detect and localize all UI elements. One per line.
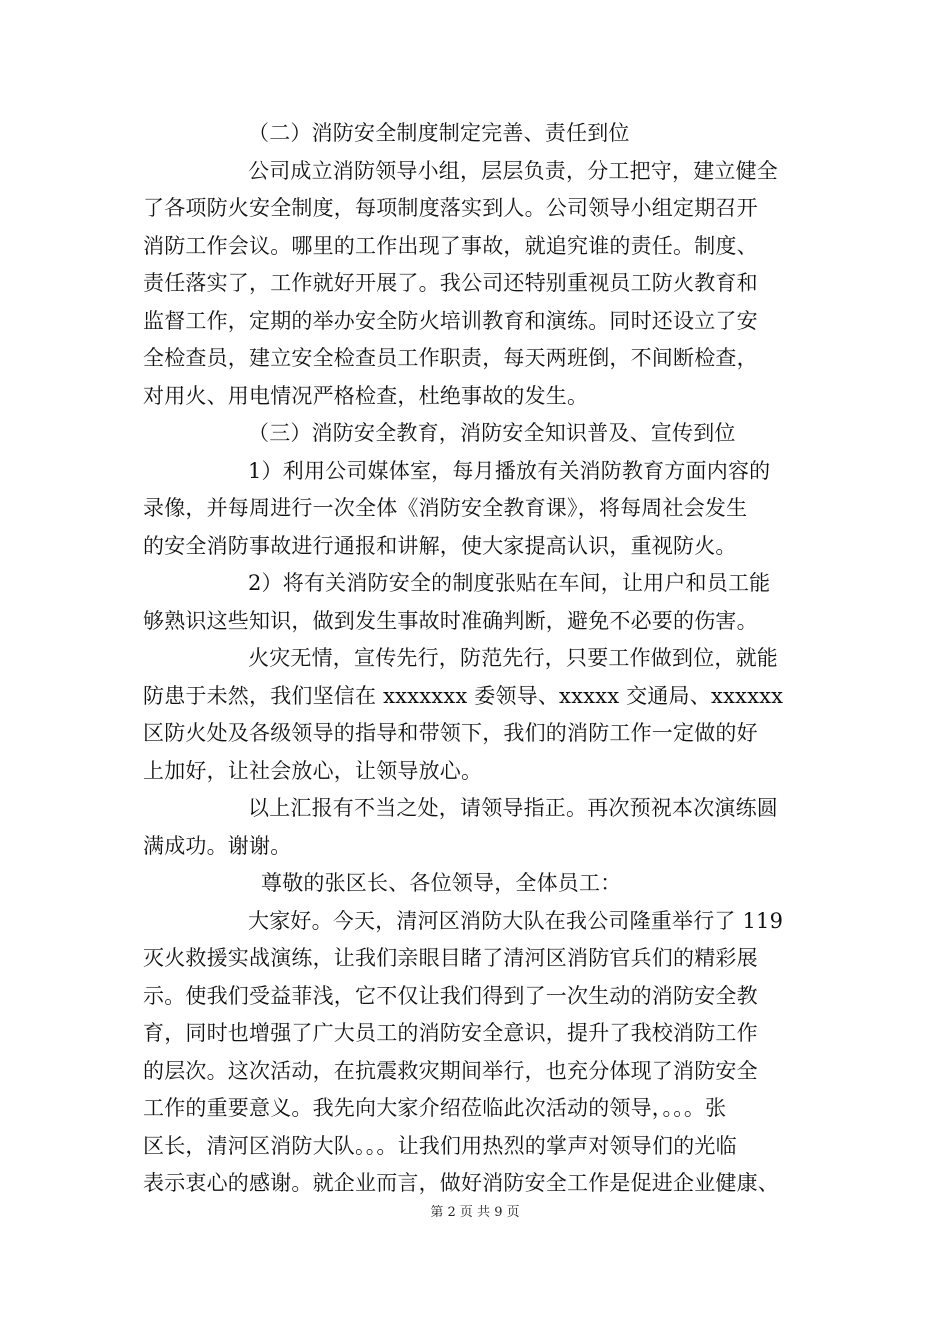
paragraph-line: 监督工作，定期的举办安全防火培训教育和演练。同时还设立了安 xyxy=(143,308,758,333)
paragraph-line: 全检查员，建立安全检查员工作职责，每天两班倒，不间断检查， xyxy=(143,346,758,370)
section-heading: （三）消防安全教育，消防安全知识普及、宣传到位 xyxy=(248,421,736,445)
paragraph-line: 区防火处及各级领导的指导和带领下，我们的消防工作一定做的好 xyxy=(143,721,758,745)
page-number-footer: 第 2 页 共 9 页 xyxy=(430,1205,520,1220)
paragraph-line: 的层次。这次活动，在抗震救灾期间举行，也充分体现了消防安全 xyxy=(143,1058,758,1083)
section-heading: （二）消防安全制度制定完善、责任到位 xyxy=(248,121,630,145)
paragraph-line: 上加好，让社会放心，让领导放心。 xyxy=(143,758,483,783)
paragraph-line: 火灾无情，宣传先行，防范先行，只要工作做到位，就能 xyxy=(248,646,778,670)
paragraph-line: 消防工作会议。哪里的工作出现了事故，就追究谁的责任。制度、 xyxy=(143,233,758,258)
paragraph-line: 录像，并每周进行一次全体《消防安全教育课》，将每周社会发生 xyxy=(143,496,748,520)
paragraph-line: 满成功。谢谢。 xyxy=(143,833,292,858)
paragraph-line: 育，同时也增强了广大员工的消防安全意识，提升了我校消防工作 xyxy=(143,1021,758,1045)
paragraph-line: 防患于未然，我们坚信在 xxxxxxx 委领导、xxxxx 交通局、xxxxxx xyxy=(143,683,784,708)
document-body xyxy=(143,115,823,1203)
paragraph-line: 表示衷心的感谢。就企业而言，做好消防安全工作是促进企业健康、 xyxy=(143,1171,779,1195)
paragraph-line: 够熟识这些知识，做到发生事故时准确判断，避免不必要的伤害。 xyxy=(143,608,758,633)
paragraph-line: 责任落实了，工作就好开展了。我公司还特别重视员工防火教育和 xyxy=(143,271,758,295)
paragraph-line: 对用火、用电情况严格检查，杜绝事故的发生。 xyxy=(143,383,589,408)
paragraph-line: 2）将有关消防安全的制度张贴在车间，让用户和员工能 xyxy=(248,571,771,595)
paragraph-line: 的安全消防事故进行通报和讲解，使大家提高认识，重视防火。 xyxy=(143,533,737,558)
paragraph-line: 大家好。今天，清河区消防大队在我公司隆重举行了 119 xyxy=(248,908,784,933)
paragraph-line: 了各项防火安全制度，每项制度落实到人。公司领导小组定期召开 xyxy=(143,196,758,220)
paragraph-line: 区长，清河区消防大队。。。让我们用热烈的掌声对领导们的光临 xyxy=(143,1133,737,1158)
paragraph-line: 灭火救援实战演练，让我们亲眼目睹了清河区消防官兵们的精彩展 xyxy=(143,946,758,970)
paragraph-line: 示。使我们受益菲浅，它不仅让我们得到了一次生动的消防安全教 xyxy=(143,983,758,1008)
paragraph-line: 1）利用公司媒体室，每月播放有关消防教育方面内容的 xyxy=(248,458,771,483)
paragraph-line: 公司成立消防领导小组，层层负责，分工把守，建立健全 xyxy=(248,158,778,183)
paragraph-line: 以上汇报有不当之处，请领导指正。再次预祝本次演练圆 xyxy=(248,796,778,820)
paragraph-line: 工作的重要意义。我先向大家介绍莅临此次活动的领导，。。。张 xyxy=(143,1096,727,1120)
salutation-line: 尊敬的张区长、各位领导，全体员工： xyxy=(261,871,622,895)
